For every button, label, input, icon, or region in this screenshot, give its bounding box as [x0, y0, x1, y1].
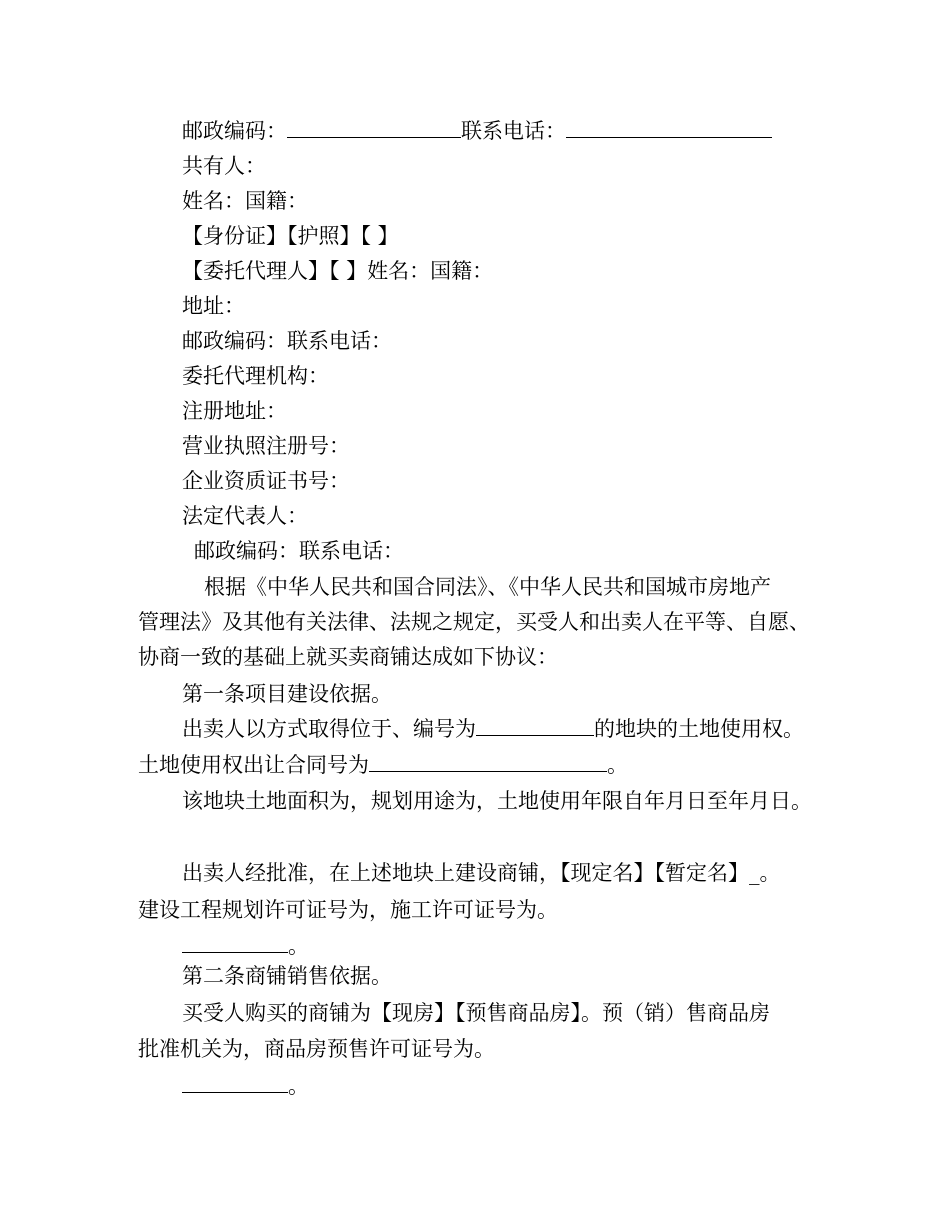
agency-line: 委托代理机构： [182, 364, 329, 388]
preamble-line-1: 根据《中华人民共和国合同法》、《中华人民共和国城市房地产 [204, 575, 771, 599]
postal-phone-line-3: 邮政编码：联系电话： [194, 539, 404, 563]
contract-number-end: 。 [607, 753, 628, 777]
sale-basis-line-1: 买受人购买的商铺为【现房】【预售商品房】。预（销）售商品房 [182, 1001, 770, 1025]
postal-code-label: 邮政编码： [182, 119, 287, 143]
phone-blank [566, 119, 772, 138]
land-right-text: 出卖人以方式取得位于、编号为 [182, 717, 476, 741]
preamble-line-2: 管理法》及其他有关法律、法规之规定，买受人和出卖人在平等、自愿、 [138, 610, 810, 634]
sale-basis-line-2: 批准机关为，商品房预售许可证号为。 [138, 1037, 495, 1061]
contract-number-blank [369, 753, 607, 772]
presale-blank [182, 1074, 288, 1093]
permit-blank [182, 934, 288, 953]
qualification-number-line: 企业资质证书号： [182, 469, 350, 493]
phone-label: 联系电话： [461, 119, 566, 143]
permit-blank-line [182, 933, 309, 959]
registered-address-line: 注册地址： [182, 399, 287, 423]
legal-representative-line: 法定代表人： [182, 504, 308, 528]
postal-code-blank [287, 119, 461, 138]
land-right-text-end: 的地块的土地使用权。 [594, 717, 804, 741]
presale-blank-line [182, 1073, 309, 1099]
contract-number-text: 土地使用权出让合同号为 [138, 753, 369, 777]
permit-line: 建设工程规划许可证号为，施工许可证号为。 [138, 898, 558, 922]
article-2-heading: 第二条商铺销售依据。 [182, 964, 392, 988]
contract-number-line [138, 752, 628, 778]
license-number-line: 营业执照注册号： [182, 434, 350, 458]
postal-phone-line-2: 邮政编码：联系电话： [182, 329, 392, 353]
article-1-heading: 第一条项目建设依据。 [182, 682, 392, 706]
land-number-blank [476, 717, 594, 736]
name-nationality-line: 姓名：国籍： [182, 189, 308, 213]
land-right-line [182, 716, 804, 742]
postal-phone-line [182, 118, 772, 144]
preamble-line-3: 协商一致的基础上就买卖商铺达成如下协议： [138, 645, 558, 669]
land-area-line: 该地块土地面积为，规划用途为，土地使用年限自年月日至年月日。 [182, 789, 812, 813]
co-owner-heading: 共有人： [182, 154, 266, 178]
approval-line: 出卖人经批准，在上述地块上建设商铺，【现定名】【暂定名】_。 [182, 861, 781, 885]
presale-blank-end: 。 [288, 1074, 309, 1098]
id-type-line: 【身份证】【护照】【 】 [182, 224, 399, 248]
agent-line: 【委托代理人】【 】姓名：国籍： [182, 259, 494, 283]
address-line: 地址： [182, 294, 245, 318]
permit-blank-end: 。 [288, 934, 309, 958]
